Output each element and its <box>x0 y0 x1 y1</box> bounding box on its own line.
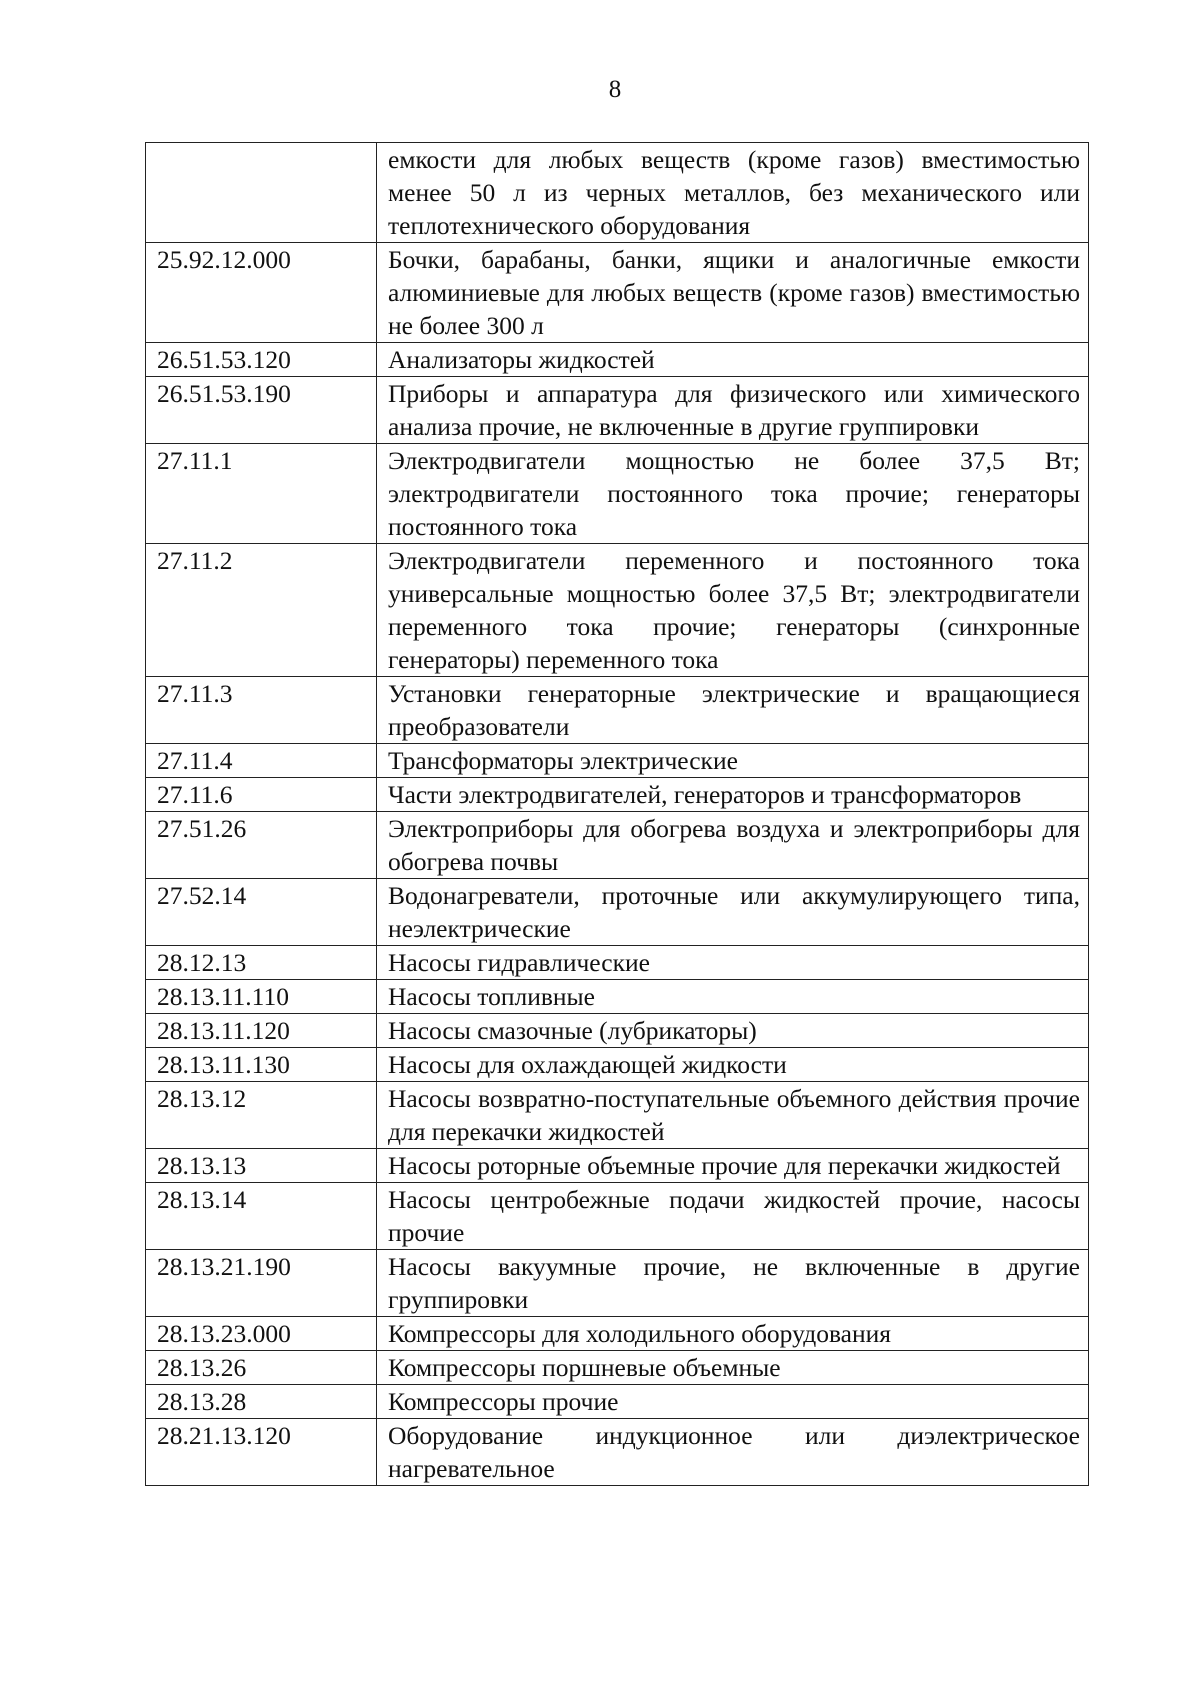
description-cell: Насосы гидравлические <box>377 946 1089 980</box>
code-cell <box>146 143 377 243</box>
table-row <box>146 744 1089 778</box>
table-row <box>146 1149 1089 1183</box>
code-cell: 27.52.14 <box>146 879 377 946</box>
page-number: 8 <box>608 76 622 103</box>
description-cell: Насосы смазочные (лубрикаторы) <box>377 1014 1089 1048</box>
description-cell: Насосы роторные объемные прочие для перекачки жидкостей <box>377 1149 1089 1183</box>
code-cell: 28.21.13.120 <box>146 1419 377 1486</box>
description-cell: Оборудование индукционное или диэлектрическое нагревательное <box>377 1419 1089 1486</box>
description-cell: Приборы и аппаратура для физического или химического анализа прочие, не включенные в другие группировки <box>377 377 1089 444</box>
description-cell: Насосы топливные <box>377 980 1089 1014</box>
code-cell: 27.11.2 <box>146 544 377 677</box>
table-row <box>146 143 1089 243</box>
classification-table <box>145 142 1089 1486</box>
table-row <box>146 1048 1089 1082</box>
table-row <box>146 1250 1089 1317</box>
description-cell: Части электродвигателей, генераторов и трансформаторов <box>377 778 1089 812</box>
table-row <box>146 677 1089 744</box>
description-cell: Насосы для охлаждающей жидкости <box>377 1048 1089 1082</box>
code-cell: 27.11.6 <box>146 778 377 812</box>
code-cell: 28.13.11.120 <box>146 1014 377 1048</box>
table-row <box>146 343 1089 377</box>
code-cell: 28.13.12 <box>146 1082 377 1149</box>
code-cell: 28.13.11.130 <box>146 1048 377 1082</box>
description-cell: Компрессоры поршневые объемные <box>377 1351 1089 1385</box>
code-cell: 27.11.4 <box>146 744 377 778</box>
table-row <box>146 1385 1089 1419</box>
description-cell: Анализаторы жидкостей <box>377 343 1089 377</box>
table-row <box>146 946 1089 980</box>
code-cell: 25.92.12.000 <box>146 243 377 343</box>
description-cell: Водонагреватели, проточные или аккумулирующего типа, неэлектрические <box>377 879 1089 946</box>
table-row <box>146 243 1089 343</box>
code-cell: 28.13.21.190 <box>146 1250 377 1317</box>
description-cell: Электродвигатели переменного и постоянного тока универсальные мощностью более 37,5 Вт; электродвигатели переменного тока прочие; генераторы (синхронные генераторы) переменного тока <box>377 544 1089 677</box>
table-row <box>146 879 1089 946</box>
code-cell: 27.11.3 <box>146 677 377 744</box>
code-cell: 26.51.53.120 <box>146 343 377 377</box>
description-cell: Установки генераторные электрические и вращающиеся преобразователи <box>377 677 1089 744</box>
code-cell: 28.13.23.000 <box>146 1317 377 1351</box>
table-row <box>146 980 1089 1014</box>
table-body <box>146 143 1089 1486</box>
code-cell: 28.13.11.110 <box>146 980 377 1014</box>
code-cell: 28.13.26 <box>146 1351 377 1385</box>
table-row <box>146 1082 1089 1149</box>
table-row <box>146 778 1089 812</box>
table-row <box>146 1351 1089 1385</box>
table-row <box>146 1317 1089 1351</box>
table-row <box>146 444 1089 544</box>
description-cell: Насосы возвратно-поступательные объемного действия прочие для перекачки жидкостей <box>377 1082 1089 1149</box>
code-cell: 27.11.1 <box>146 444 377 544</box>
table-row <box>146 1183 1089 1250</box>
code-cell: 28.13.28 <box>146 1385 377 1419</box>
code-cell: 27.51.26 <box>146 812 377 879</box>
description-cell: емкости для любых веществ (кроме газов) вместимостью менее 50 л из черных металлов, без механического или теплотехнического оборудования <box>377 143 1089 243</box>
table-row <box>146 1419 1089 1486</box>
description-cell: Компрессоры для холодильного оборудования <box>377 1317 1089 1351</box>
table-row <box>146 377 1089 444</box>
table-row <box>146 1014 1089 1048</box>
description-cell: Компрессоры прочие <box>377 1385 1089 1419</box>
description-cell: Электроприборы для обогрева воздуха и электроприборы для обогрева почвы <box>377 812 1089 879</box>
table-row <box>146 544 1089 677</box>
table-row <box>146 812 1089 879</box>
description-cell: Трансформаторы электрические <box>377 744 1089 778</box>
description-cell: Электродвигатели мощностью не более 37,5 Вт; электродвигатели постоянного тока прочие; генераторы постоянного тока <box>377 444 1089 544</box>
code-cell: 28.13.13 <box>146 1149 377 1183</box>
code-cell: 28.13.14 <box>146 1183 377 1250</box>
description-cell: Бочки, барабаны, банки, ящики и аналогичные емкости алюминиевые для любых веществ (кроме газов) вместимостью не более 300 л <box>377 243 1089 343</box>
code-cell: 26.51.53.190 <box>146 377 377 444</box>
description-cell: Насосы вакуумные прочие, не включенные в другие группировки <box>377 1250 1089 1317</box>
code-cell: 28.12.13 <box>146 946 377 980</box>
description-cell: Насосы центробежные подачи жидкостей прочие, насосы прочие <box>377 1183 1089 1250</box>
